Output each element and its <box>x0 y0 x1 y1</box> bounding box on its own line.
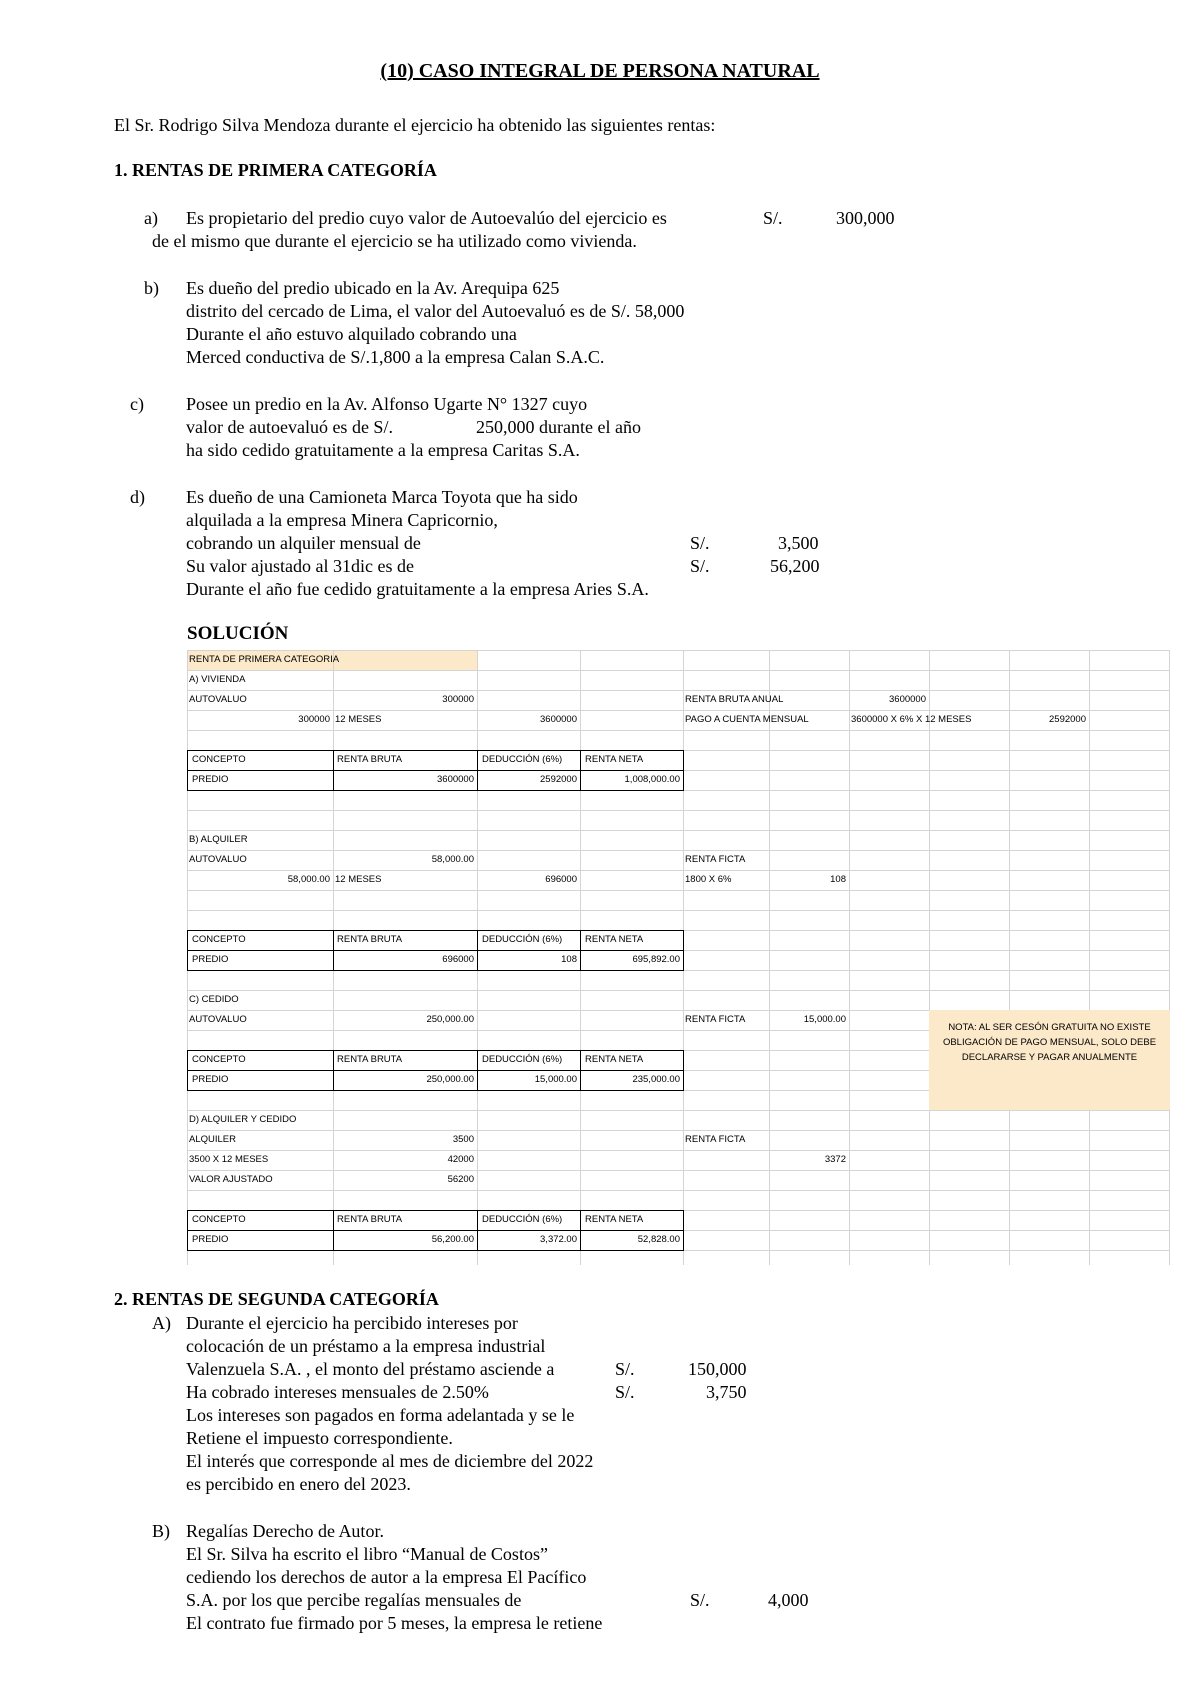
d-title: D) ALQUILER Y CEDIDO <box>189 1114 297 1125</box>
item-A-marker: A) <box>152 1313 171 1333</box>
b-autovaluo-label: AUTOVALUO <box>189 854 247 865</box>
item-A-line3-amount: 150,000 <box>688 1359 747 1379</box>
b-row-deduccion: 108 <box>561 954 577 965</box>
c-autovaluo-label: AUTOVALUO <box>189 1014 247 1025</box>
a-autovaluo-label: AUTOVALUO <box>189 694 247 705</box>
a-bruta-value: 3600000 <box>889 694 926 705</box>
c-row-deduccion: 15,000.00 <box>534 1074 577 1085</box>
c-col-deduccion: DEDUCCIÓN (6%) <box>482 1054 563 1065</box>
c-col-concepto: CONCEPTO <box>192 1054 246 1065</box>
item-a-marker: a) <box>144 208 158 228</box>
item-A-line5: Los intereses son pagados en forma adelantada y se le <box>186 1405 575 1425</box>
c-col-bruta: RENTA BRUTA <box>337 1054 403 1065</box>
d-row-deduccion: 3,372.00 <box>540 1234 577 1245</box>
a-col-concepto: CONCEPTO <box>192 754 246 765</box>
b-ficta-formula: 1800 X 6% <box>685 874 732 885</box>
a-title: A) VIVIENDA <box>189 674 246 685</box>
b-row-bruta: 696000 <box>442 954 474 965</box>
a-pago-label: PAGO A CUENTA MENSUAL <box>685 714 809 725</box>
item-c-line3: ha sido cedido gratuitamente a la empresa Caritas S.A. <box>186 440 580 460</box>
b-col-bruta: RENTA BRUTA <box>337 934 403 945</box>
a-bruta-label: RENTA BRUTA ANUAL <box>685 694 784 705</box>
b-calc-value: 58,000.00 <box>287 874 330 885</box>
item-A-line3: Valenzuela S.A. , el monto del préstamo asciende a <box>186 1359 555 1379</box>
item-d-line4-currency: S/. <box>690 556 710 576</box>
a-calc-result: 3600000 <box>540 714 577 725</box>
item-c-line2b: 250,000 durante el año <box>476 417 641 437</box>
c-autovaluo-value: 250,000.00 <box>426 1014 474 1025</box>
b-ficta-value: 108 <box>830 874 846 885</box>
b-ficta-label: RENTA FICTA <box>685 854 746 865</box>
d-calc-label: 3500 X 12 MESES <box>189 1154 269 1165</box>
item-B-line5: El contrato fue firmado por 5 meses, la empresa le retiene <box>186 1613 603 1633</box>
item-d-line4-amount: 56,200 <box>770 556 820 576</box>
section-2-heading: 2. RENTAS DE SEGUNDA CATEGORÍA <box>114 1289 439 1309</box>
a-col-deduccion: DEDUCCIÓN (6%) <box>482 754 563 765</box>
item-A-line2: colocación de un préstamo a la empresa industrial <box>186 1336 546 1356</box>
item-b-marker: b) <box>144 278 159 298</box>
d-alquiler-value: 3500 <box>452 1134 474 1145</box>
item-A-line4-amount: 3,750 <box>706 1382 747 1402</box>
item-a-line2: de el mismo que durante el ejercicio se ha utilizado como vivienda. <box>152 231 637 251</box>
item-A-line6: Retiene el impuesto correspondiente. <box>186 1428 453 1448</box>
a-pago-result: 2592000 <box>1049 714 1086 725</box>
a-row-deduccion: 2592000 <box>540 774 577 785</box>
c-ficta-value: 15,000.00 <box>803 1014 846 1025</box>
item-c-marker: c) <box>130 394 144 414</box>
note-box: NOTA: AL SER CESÓN GRATUITA NO EXISTE OBLIGACIÓN DE PAGO MENSUAL, SOLO DEBE DECLARARSE Y PAGAR ANUALMENTE <box>929 1010 1170 1110</box>
item-B-marker: B) <box>152 1521 170 1541</box>
b-row-concepto: PREDIO <box>192 954 229 965</box>
item-b-line3: Durante el año estuvo alquilado cobrando una <box>186 324 517 344</box>
c-title: C) CEDIDO <box>189 994 239 1005</box>
d-ajustado-label: VALOR AJUSTADO <box>189 1174 273 1185</box>
item-A-line7: El interés que corresponde al mes de diciembre del 2022 <box>186 1451 594 1471</box>
c-ficta-label: RENTA FICTA <box>685 1014 746 1025</box>
item-a-currency: S/. <box>763 208 783 228</box>
a-row-neta: 1,008,000.00 <box>624 774 680 785</box>
intro-text: El Sr. Rodrigo Silva Mendoza durante el ejercicio ha obtenido las siguientes rentas: <box>114 115 716 135</box>
item-b-line4: Merced conductiva de S/.1,800 a la empresa Calan S.A.C. <box>186 347 605 367</box>
d-calc-value: 42000 <box>447 1154 474 1165</box>
item-b-line1: Es dueño del predio ubicado en la Av. Arequipa 625 <box>186 278 560 298</box>
a-autovaluo-value: 300000 <box>442 694 474 705</box>
d-alquiler-label: ALQUILER <box>189 1134 236 1145</box>
b-calc-result: 696000 <box>545 874 577 885</box>
item-d-line4: Su valor ajustado al 31dic es de <box>186 556 414 576</box>
item-c-line2a: valor de autoevaluó es de S/. <box>186 417 393 437</box>
solution-spreadsheet <box>187 650 1170 1265</box>
solution-label: SOLUCIÓN <box>187 623 289 644</box>
item-d-line3-amount: 3,500 <box>778 533 819 553</box>
d-col-bruta: RENTA BRUTA <box>337 1214 403 1225</box>
item-c-line1: Posee un predio en la Av. Alfonso Ugarte N° 1327 cuyo <box>186 394 588 414</box>
item-d-line3: cobrando un alquiler mensual de <box>186 533 421 553</box>
item-B-line4-currency: S/. <box>690 1590 710 1610</box>
b-col-concepto: CONCEPTO <box>192 934 246 945</box>
c-row-concepto: PREDIO <box>192 1074 229 1085</box>
item-A-line1: Durante el ejercicio ha percibido intereses por <box>186 1313 518 1333</box>
a-row-concepto: PREDIO <box>192 774 229 785</box>
item-a-line1: Es propietario del predio cuyo valor de Autoevalúo del ejercicio es <box>186 208 667 228</box>
d-ficta-label: RENTA FICTA <box>685 1134 746 1145</box>
item-A-line4-currency: S/. <box>615 1382 635 1402</box>
b-row-neta: 695,892.00 <box>632 954 680 965</box>
d-row-concepto: PREDIO <box>192 1234 229 1245</box>
a-row-bruta: 3600000 <box>437 774 474 785</box>
item-A-line4: Ha cobrado intereses mensuales de 2.50% <box>186 1382 489 1402</box>
d-col-deduccion: DEDUCCIÓN (6%) <box>482 1214 563 1225</box>
item-B-line4: S.A. por los que percibe regalías mensuales de <box>186 1590 522 1610</box>
d-row-neta: 52,828.00 <box>637 1234 680 1245</box>
d-ficta-value: 3372 <box>824 1154 846 1165</box>
b-calc-months: 12 MESES <box>335 874 382 885</box>
item-B-line4-amount: 4,000 <box>768 1590 809 1610</box>
c-row-neta: 235,000.00 <box>632 1074 680 1085</box>
a-calc-months: 12 MESES <box>335 714 382 725</box>
d-col-neta: RENTA NETA <box>585 1214 644 1225</box>
item-d-line1: Es dueño de una Camioneta Marca Toyota que ha sido <box>186 487 578 507</box>
item-b-line2: distrito del cercado de Lima, el valor del Autoevaluó es de S/. 58,000 <box>186 301 685 321</box>
item-B-line3: cediendo los derechos de autor a la empresa El Pacífico <box>186 1567 587 1587</box>
b-col-deduccion: DEDUCCIÓN (6%) <box>482 934 563 945</box>
b-title: B) ALQUILER <box>189 834 248 845</box>
item-A-line3-currency: S/. <box>615 1359 635 1379</box>
b-autovaluo-value: 58,000.00 <box>431 854 474 865</box>
document-title: (10) CASO INTEGRAL DE PERSONA NATURAL <box>380 60 820 82</box>
d-row-bruta: 56,200.00 <box>431 1234 474 1245</box>
a-col-neta: RENTA NETA <box>585 754 644 765</box>
b-col-neta: RENTA NETA <box>585 934 644 945</box>
a-calc-value: 300000 <box>298 714 330 725</box>
item-a-amount: 300,000 <box>836 208 895 228</box>
d-ajustado-value: 56200 <box>447 1174 474 1185</box>
d-col-concepto: CONCEPTO <box>192 1214 246 1225</box>
item-d-line2: alquilada a la empresa Minera Capricornio, <box>186 510 498 530</box>
item-B-line1: Regalías Derecho de Autor. <box>186 1521 384 1541</box>
item-B-line2: El Sr. Silva ha escrito el libro “Manual de Costos” <box>186 1544 548 1564</box>
a-pago-formula: 3600000 X 6% X 12 MESES <box>851 714 972 725</box>
sheet-header: RENTA DE PRIMERA CATEGORIA <box>189 654 340 665</box>
c-row-bruta: 250,000.00 <box>426 1074 474 1085</box>
a-col-bruta: RENTA BRUTA <box>337 754 403 765</box>
item-A-line8: es percibido en enero del 2023. <box>186 1474 411 1494</box>
section-1-heading: 1. RENTAS DE PRIMERA CATEGORÍA <box>114 160 437 180</box>
item-d-line3-currency: S/. <box>690 533 710 553</box>
item-d-line5: Durante el año fue cedido gratuitamente a la empresa Aries S.A. <box>186 579 649 599</box>
item-d-marker: d) <box>130 487 145 507</box>
c-col-neta: RENTA NETA <box>585 1054 644 1065</box>
